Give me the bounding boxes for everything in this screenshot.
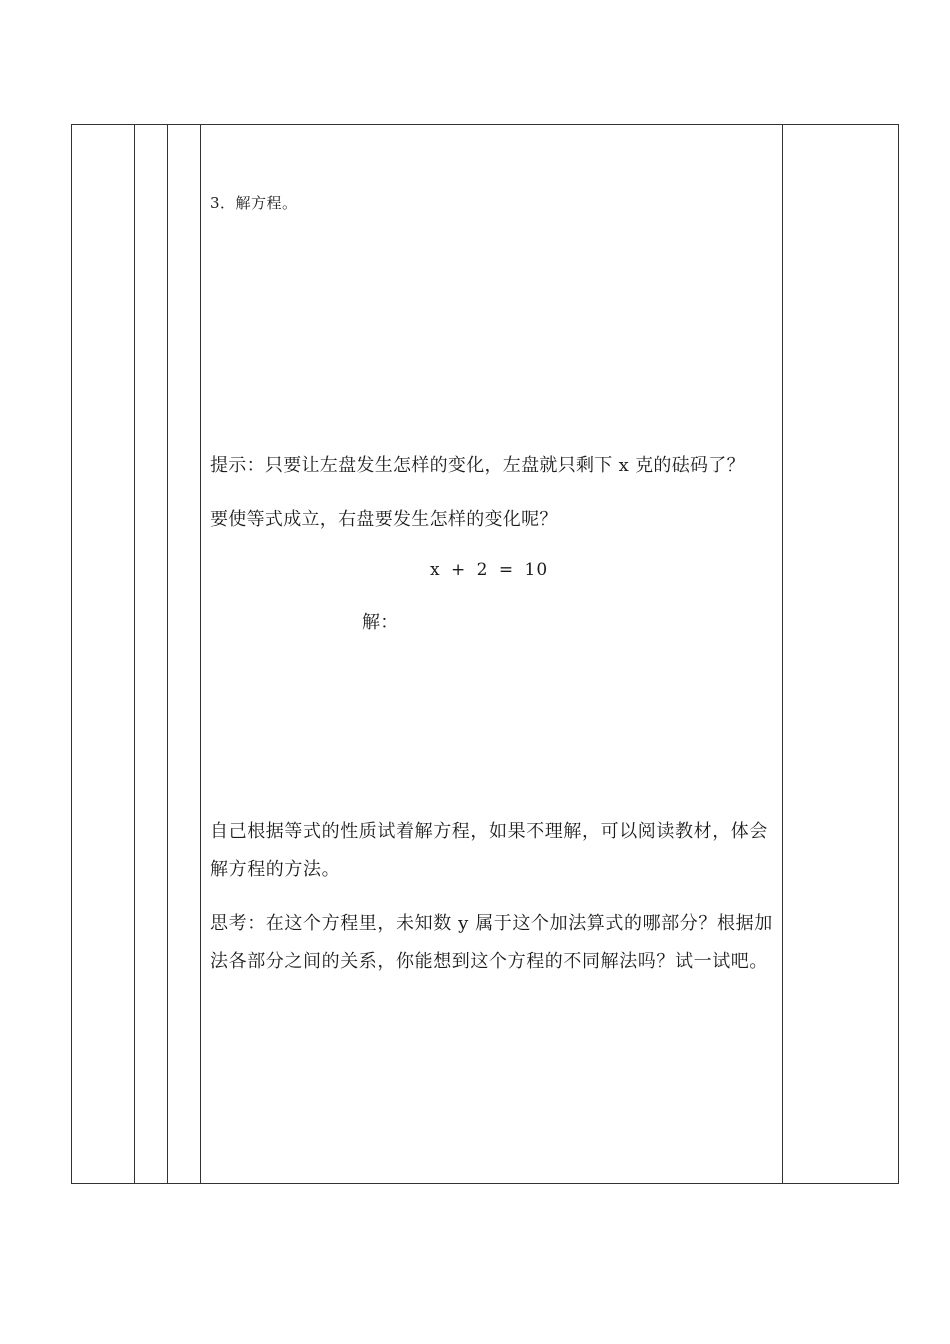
column-divider-4 — [782, 125, 783, 1183]
solve-label: 解： — [362, 612, 399, 633]
section-heading: 3．解方程。 — [210, 194, 298, 212]
hint-line-1: 提示：只要让左盘发生怎样的变化，左盘就只剩下 x 克的砝码了？ — [210, 455, 745, 476]
lesson-table — [71, 124, 899, 1184]
column-divider-3 — [200, 125, 201, 1183]
self-study-paragraph: 自己根据等式的性质试着解方程，如果不理解，可以阅读教材，体会解方程的方法。 — [210, 821, 768, 880]
column-divider-2 — [167, 125, 168, 1183]
column-divider-1 — [134, 125, 135, 1183]
think-paragraph: 思考：在这个方程里，未知数 y 属于这个加法算式的哪部分？根据加法各部分之间的关系，你能想到这个方程的不同解法吗？试一试吧。 — [210, 913, 773, 972]
hint-line-2: 要使等式成立，右盘要发生怎样的变化呢？ — [210, 509, 558, 530]
equation: x + 2 = 10 — [430, 560, 549, 580]
